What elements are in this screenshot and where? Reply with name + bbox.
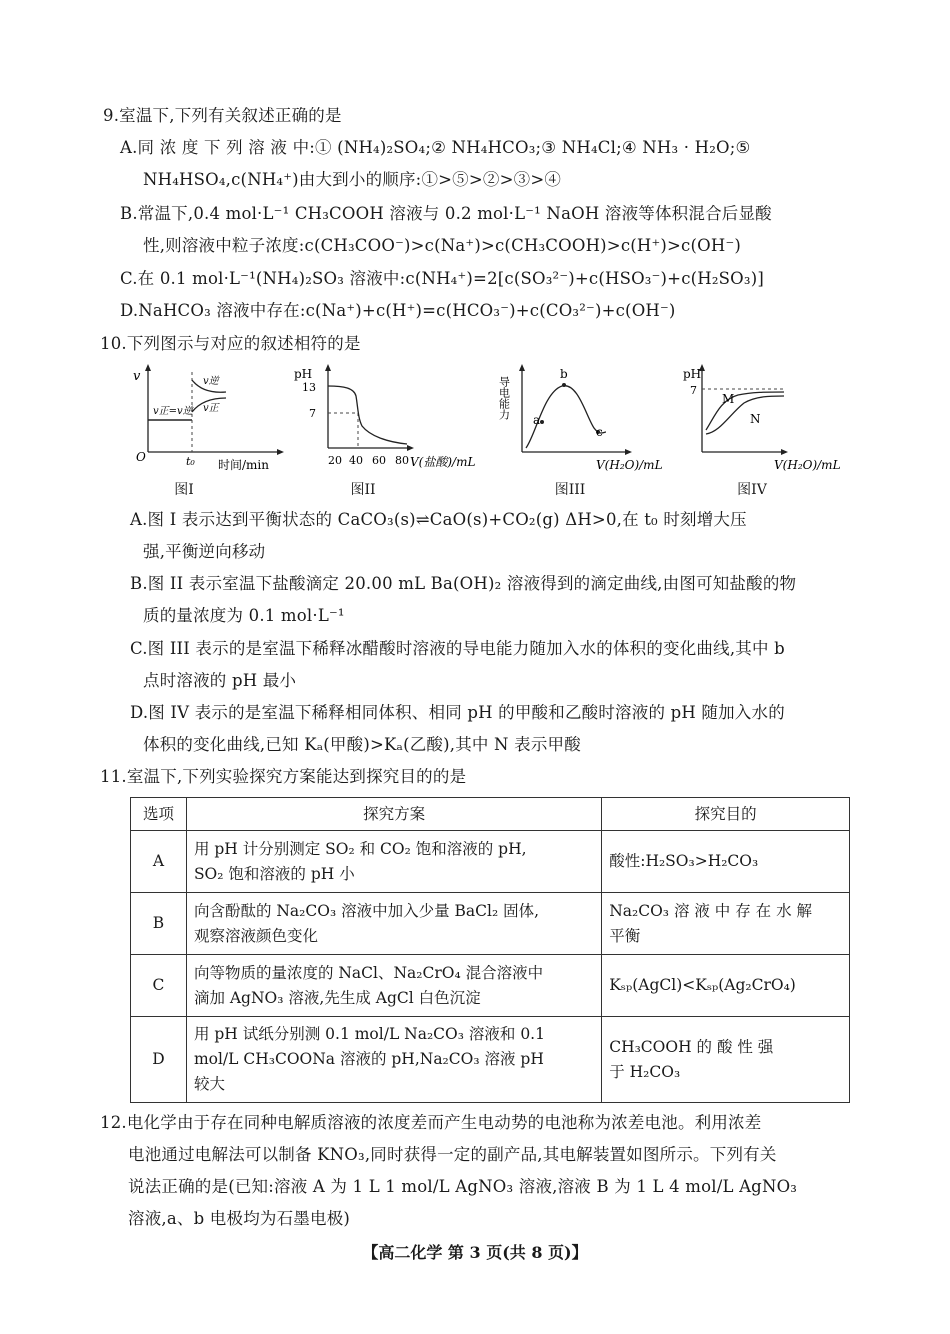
q9-option-c: C.在 0.1 mol·L⁻¹(NH₄)₂SO₃ 溶液中:c(NH₄⁺)=2[c(SO₃²⁻)+c(HSO₃⁻)+c(H₂SO₃)]	[120, 269, 764, 288]
goal-line: 于 H₂CO₃	[609, 1062, 681, 1081]
fig2-tick: 20	[328, 454, 342, 467]
plan-line: 滴加 AgNO₃ 溶液,先生成 AgCl 白色沉淀	[193, 988, 481, 1007]
q9-stem: 9.室温下,下列有关叙述正确的是	[103, 106, 342, 125]
fig1-xlabel: 时间/min	[218, 458, 269, 472]
q9-option-a-line2: NH₄HSO₄,c(NH₄⁺)由大到小的顺序:①>⑤>②>③>④	[143, 170, 562, 189]
plan-line: SO₂ 饱和溶液的 pH 小	[193, 864, 355, 883]
table-cell-goal	[602, 831, 850, 893]
q12-line2: 电池通过电解法可以制备 KNO₃,同时获得一定的副产品,其电解装置如图所示。下列有关	[128, 1145, 777, 1164]
q10-option-b-line2: 质的量浓度为 0.1 mol·L⁻¹	[143, 606, 345, 625]
table-header-row	[131, 798, 850, 831]
fig4-caption: 图IV	[737, 482, 767, 498]
figure-1	[128, 362, 288, 474]
table-cell-option: A	[131, 831, 187, 893]
plan-line: 较大	[193, 1075, 225, 1093]
table-cell-plan	[186, 893, 601, 955]
table-header: 选项	[131, 798, 187, 831]
fig1-v-fwd: v正	[203, 403, 219, 414]
plan-line: 观察溶液颜色变化	[193, 926, 318, 945]
q10-option-a-line1: A.图 I 表示达到平衡状态的 CaCO₃(s)⇌CaO(s)+CO₂(g) ΔH>0,在 t₀ 时刻增大压	[130, 510, 747, 529]
figure-3	[497, 362, 670, 474]
q12-line3: 说法正确的是(已知:溶液 A 为 1 L 1 mol/L AgNO₃ 溶液,溶液 B 为 1 L 4 mol/L AgNO₃	[128, 1177, 798, 1196]
fig3-xlabel: V(H₂O)/mL	[596, 458, 663, 472]
fig1-t0: t₀	[186, 455, 195, 468]
plan-line: 用 pH 计分别测定 SO₂ 和 CO₂ 饱和溶液的 pH,	[193, 839, 527, 858]
q9-option-b-line1: B.常温下,0.4 mol·L⁻¹ CH₃COOH 溶液与 0.2 mol·L⁻¹ NaOH 溶液等体积混合后显酸	[120, 204, 772, 223]
fig3-a: a	[533, 413, 541, 427]
goal-line: 平衡	[609, 926, 641, 945]
goal-line: 酸性:H₂SO₃>H₂CO₃	[609, 852, 759, 870]
q12-line4: 溶液,a、b 电极均为石墨电极)	[128, 1209, 351, 1228]
q10-option-d-line1: D.图 IV 表示的是室温下稀释相同体积、相同 pH 的甲酸和乙酸时溶液的 pH 随加入水的	[130, 703, 785, 722]
q11-stem: 11.室温下,下列实验探究方案能达到探究目的的是	[100, 767, 467, 786]
fig1-v-back: v逆	[203, 376, 219, 387]
q10-option-a-line2: 强,平衡逆向移动	[143, 542, 266, 561]
goal-line: Na₂CO₃ 溶 液 中 存 在 水 解	[609, 901, 813, 920]
fig1-origin: O	[136, 450, 146, 464]
fig2-tick: 80	[395, 454, 409, 467]
table-cell-goal	[602, 1017, 850, 1103]
table-cell-plan	[186, 831, 601, 893]
fig2-caption: 图II	[350, 482, 376, 498]
fig4-m: M	[722, 392, 735, 406]
table-cell-plan	[186, 955, 601, 1017]
fig2-tick: 60	[372, 454, 386, 467]
fig2-y13: 13	[302, 381, 316, 394]
fig3-caption: 图III	[554, 482, 586, 498]
page-footer: 【高二化学 第 3 页(共 8 页)】	[362, 1243, 588, 1262]
fig2-ylabel: pH	[294, 367, 313, 381]
fig3-c: c	[596, 425, 603, 439]
fig4-xlabel: V(H₂O)/mL	[774, 458, 841, 472]
experiment-table	[130, 797, 850, 1103]
goal-line: CH₃COOH 的 酸 性 强	[609, 1037, 774, 1056]
fig1-equal: v正=v逆	[153, 406, 193, 417]
q9-option-b-line2: 性,则溶液中粒子浓度:c(CH₃COO⁻)>c(Na⁺)>c(CH₃COOH)>c(H⁺)>c(OH⁻)	[143, 236, 742, 255]
table-cell-goal	[602, 893, 850, 955]
table-row	[131, 893, 850, 955]
table-row	[131, 1017, 850, 1103]
table-cell-option: D	[131, 1017, 187, 1103]
fig2-xlabel: V(盐酸)/mL	[410, 455, 476, 469]
figure-4	[680, 362, 850, 474]
q9-option-a-line1: A.同 浓 度 下 列 溶 液 中:① (NH₄)₂SO₄;② NH₄HCO₃;③ NH₄Cl;④ NH₃ · H₂O;⑤	[120, 138, 751, 157]
table-header: 探究目的	[602, 798, 850, 831]
table-cell-plan	[186, 1017, 601, 1103]
q10-stem: 10.下列图示与对应的叙述相符的是	[100, 334, 361, 353]
fig4-n: N	[750, 412, 761, 426]
q9-option-d: D.NaHCO₃ 溶液中存在:c(Na⁺)+c(H⁺)=c(HCO₃⁻)+c(CO₃²⁻)+c(OH⁻)	[120, 301, 676, 320]
goal-line: Kₛₚ(AgCl)<Kₛₚ(Ag₂CrO₄)	[609, 976, 796, 994]
plan-line: mol/L CH₃COONa 溶液的 pH,Na₂CO₃ 溶液 pH	[193, 1050, 544, 1068]
fig2-y7: 7	[309, 407, 316, 420]
q10-option-c-line1: C.图 III 表示的是室温下稀释冰醋酸时溶液的导电能力随加入水的体积的变化曲线,其中 b	[130, 639, 785, 658]
table-row	[131, 831, 850, 893]
fig1-caption: 图I	[174, 482, 194, 498]
fig1-ylabel: v	[133, 369, 141, 384]
table-cell-option: C	[131, 955, 187, 1017]
figure-2	[292, 362, 492, 474]
fig3-ylabel: 导电能力	[497, 376, 511, 420]
plan-line: 用 pH 试纸分别测 0.1 mol/L Na₂CO₃ 溶液和 0.1	[193, 1025, 545, 1043]
table-cell-goal	[602, 955, 850, 1017]
plan-line: 向含酚酞的 Na₂CO₃ 溶液中加入少量 BaCl₂ 固体,	[193, 901, 540, 920]
fig4-ylabel: pH	[683, 367, 702, 381]
table-row	[131, 955, 850, 1017]
fig3-b: b	[560, 367, 568, 381]
plan-line: 向等物质的量浓度的 NaCl、Na₂CrO₄ 混合溶液中	[193, 963, 544, 982]
q10-option-d-line2: 体积的变化曲线,已知 Kₐ(甲酸)>Kₐ(乙酸),其中 N 表示甲酸	[143, 735, 581, 754]
fig4-y7: 7	[690, 384, 697, 397]
q10-option-b-line1: B.图 II 表示室温下盐酸滴定 20.00 mL Ba(OH)₂ 溶液得到的滴定曲线,由图可知盐酸的物	[130, 574, 797, 593]
table-header: 探究方案	[186, 798, 601, 831]
table-cell-option: B	[131, 893, 187, 955]
q12-line1: 12.电化学由于存在同种电解质溶液的浓度差而产生电动势的电池称为浓差电池。利用浓差	[100, 1113, 762, 1132]
fig2-tick: 40	[349, 454, 363, 467]
q10-option-c-line2: 点时溶液的 pH 最小	[143, 671, 297, 690]
